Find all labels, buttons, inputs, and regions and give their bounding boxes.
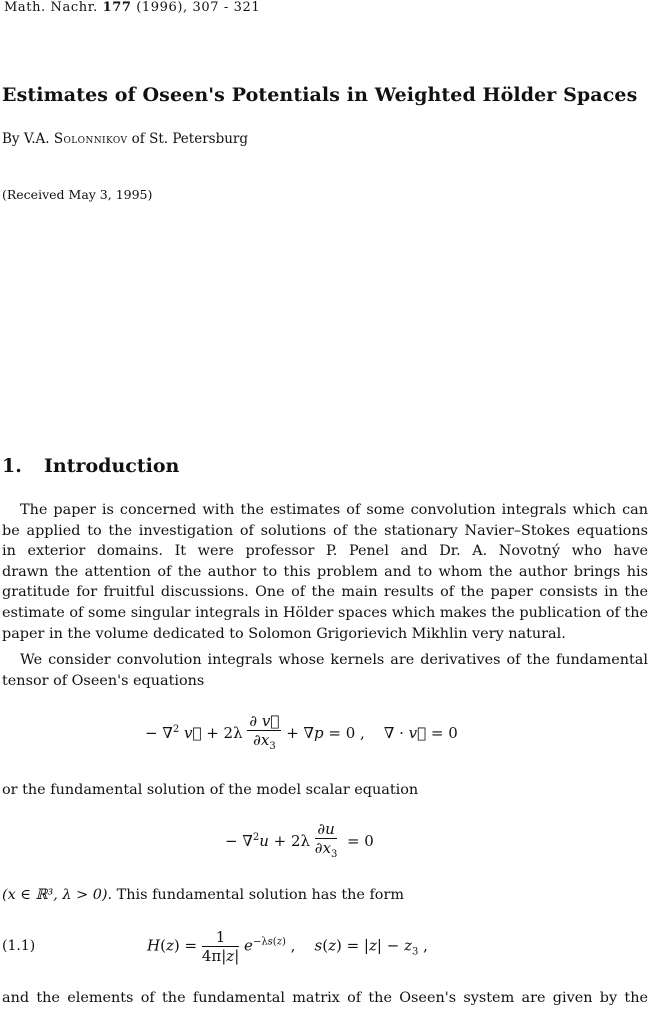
intro-paragraph-3 (2, 780, 648, 801)
p1-line-1: The paper is concerned with the estimates of some convolution integrals which can (20, 502, 648, 518)
p5-text: and the elements of the fundamental matrix of the Oseen's system are given by the (2, 990, 648, 1006)
journal-citation (4, 0, 260, 15)
author-name: Solonnikov (53, 131, 128, 147)
p1-line-4: drawn the attention of the author to this problem and to whom the author brings his (2, 563, 648, 580)
p1-line-3: in exterior domains. It were professor P. Penel and Dr. A. Novotný who have (2, 543, 648, 560)
equation-oseen: − ∇$^2$ v⃗ + 2λ $\frac{\partial v⃗}{\partial x_3}$ + ∇p = 0 , ∇ · v⃗ = 0 (145, 712, 458, 752)
p1-line-7: paper in the volume dedicated to Solomon Grigorievich Mikhlin very natural. (2, 625, 566, 642)
p4-text: This fundamental solution has the form (116, 887, 404, 903)
section-heading (2, 455, 179, 477)
received-date: (Received May 3, 1995) (2, 187, 153, 202)
equation-scalar: − ∇$^2$u + 2λ $\frac{\partial u}{\partial x_3}$ = 0 (225, 820, 374, 860)
equation-fundamental-solution: H(z) = $\frac{1}{4\pi|z|}$ $e^{-\lambda s(z)}$ , $s(z) = |z| - z_3$ , (147, 928, 428, 965)
journal-prefix: Math. Nachr. (4, 0, 98, 15)
p1-line-5: gratitude for fruitful discussions. One of the main results of the paper consists in the (2, 584, 648, 601)
author-affiliation: of St. Petersburg (131, 131, 249, 147)
section-title: Introduction (44, 455, 180, 477)
p1-line-2: be applied to the investigation of solutions of the stationary Navier–Stokes equations (2, 522, 648, 539)
p4-condition: (x ∈ ℝ³, λ > 0). (2, 887, 113, 903)
p3-text: or the fundamental solution of the model scalar equation (2, 782, 419, 798)
p1-line-6: estimate of some singular integrals in Hölder spaces which makes the publication of the (2, 604, 648, 621)
author-by: By V.A. (2, 131, 50, 147)
intro-paragraph-5 (2, 988, 648, 1009)
section-number: 1. (2, 455, 22, 477)
intro-paragraph-1 (2, 500, 648, 644)
equation-number: (1.1) (2, 938, 36, 954)
p2-line-1: We consider convolution integrals whose kernels are derivatives of the fundamental (20, 652, 648, 668)
p2-line-2: tensor of Oseen's equations (2, 672, 205, 689)
journal-volume: 177 (102, 0, 132, 15)
journal-year-pages: (1996), 307 - 321 (136, 0, 261, 15)
intro-paragraph-2 (2, 650, 648, 691)
paper-title: Estimates of Oseen's Potentials in Weighted Hölder Spaces (2, 84, 638, 106)
author-line (2, 131, 248, 147)
intro-paragraph-4 (2, 885, 648, 906)
